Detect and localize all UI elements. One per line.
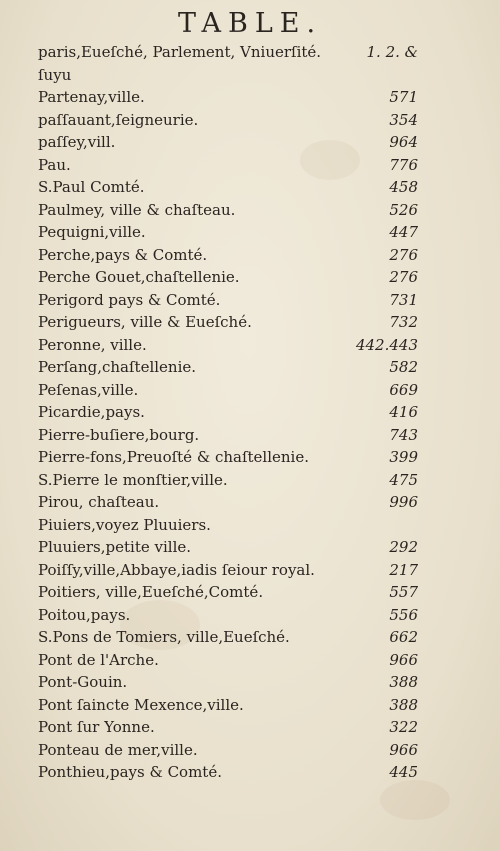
entry-name: Pluuiers,petite ville. bbox=[38, 538, 192, 556]
index-entry bbox=[38, 649, 418, 672]
entry-name: Pont ſaincte Mexence,ville. bbox=[38, 695, 244, 714]
entry-name: S.Pierre le monſtier,ville. bbox=[38, 470, 228, 489]
entry-name: Poiſſy,ville,Abbaye,iadis ſeiour royal. bbox=[38, 560, 315, 579]
entry-page-number: 732 bbox=[389, 313, 418, 331]
entry-name: Poitiers, ville,Eueſché,Comté. bbox=[38, 583, 264, 601]
entry-page-number: 416 bbox=[389, 403, 418, 421]
index-entry bbox=[38, 694, 418, 717]
entry-name: Pierre-buſiere,bourg. bbox=[38, 425, 200, 444]
index-entry bbox=[38, 424, 418, 447]
entry-name: Ponthieu,pays & Comté. bbox=[38, 763, 222, 781]
index-entry bbox=[38, 514, 418, 537]
index-entry bbox=[38, 671, 418, 694]
entry-name: Poitou,pays. bbox=[38, 605, 131, 624]
index-entry bbox=[38, 401, 418, 424]
entry-page-number: 458 bbox=[389, 178, 418, 196]
entry-name: Perſang,chaſtellenie. bbox=[38, 358, 197, 376]
entry-page-number: 966 bbox=[389, 740, 418, 759]
entry-name: Perche Gouet,chaſtellenie. bbox=[38, 268, 240, 286]
entry-name: Pirou, chaſteau. bbox=[38, 493, 160, 511]
index-entry bbox=[38, 199, 418, 222]
entry-name: Peſenas,ville. bbox=[38, 380, 139, 399]
entry-name: S.Pons de Tomiers, ville,Eueſché. bbox=[38, 628, 290, 646]
index-entry bbox=[38, 559, 418, 582]
entry-page-number: 571 bbox=[389, 88, 418, 106]
entry-page-number: 556 bbox=[389, 605, 418, 624]
entry-name: S.Paul Comté. bbox=[38, 178, 145, 196]
entry-page-number: 1. 2. & bbox=[366, 43, 418, 61]
index-entry bbox=[38, 356, 418, 379]
entry-page-number: 442.443 bbox=[355, 335, 418, 354]
entry-name: Pont ſur Yonne. bbox=[38, 718, 155, 736]
index-entry bbox=[38, 334, 418, 357]
entry-page-number: 669 bbox=[389, 380, 418, 399]
entry-name: paſſauant,ſeigneurie. bbox=[38, 110, 199, 129]
index-entry bbox=[38, 244, 418, 267]
index-entry bbox=[38, 176, 418, 199]
entry-page-number: 526 bbox=[389, 200, 418, 219]
index-entry bbox=[38, 289, 418, 312]
entry-name: Perigord pays & Comté. bbox=[38, 290, 221, 309]
index-entry bbox=[38, 64, 418, 87]
entry-name: Picardie,pays. bbox=[38, 403, 145, 421]
entry-name: Pau. bbox=[38, 155, 71, 174]
entry-page-number: 964 bbox=[389, 133, 418, 151]
entry-page-number: 399 bbox=[389, 448, 418, 466]
entry-page-number: 662 bbox=[389, 628, 418, 646]
entry-name: Piuiers,voyez Pluuiers. bbox=[38, 515, 211, 534]
index-entry bbox=[38, 626, 418, 649]
index-entry bbox=[38, 41, 418, 64]
index-entry bbox=[38, 469, 418, 492]
index-entry bbox=[38, 491, 418, 514]
entry-name: Perigueurs, ville & Eueſché. bbox=[38, 313, 252, 331]
entry-name: Partenay,ville. bbox=[38, 88, 145, 106]
entry-page-number: 217 bbox=[389, 560, 418, 579]
index-entry bbox=[38, 221, 418, 244]
entry-page-number: 292 bbox=[389, 538, 418, 556]
paper-stain bbox=[380, 780, 450, 820]
entry-name: Pont de l'Arche. bbox=[38, 650, 159, 669]
index-list bbox=[38, 41, 418, 784]
index-entry bbox=[38, 446, 418, 469]
entry-page-number: 445 bbox=[389, 763, 418, 781]
index-entry bbox=[38, 581, 418, 604]
entry-name: Pont-Gouin. bbox=[38, 673, 128, 691]
entry-page-number: 388 bbox=[389, 695, 418, 714]
index-entry bbox=[38, 379, 418, 402]
index-entry bbox=[38, 154, 418, 177]
entry-name: Pequigni,ville. bbox=[38, 223, 146, 241]
index-entry bbox=[38, 536, 418, 559]
entry-name: Pierre-fons,Preuoſté & chaſtellenie. bbox=[38, 448, 309, 466]
index-entry bbox=[38, 761, 418, 784]
entry-page-number: 388 bbox=[389, 673, 418, 691]
index-entry bbox=[38, 716, 418, 739]
entry-name: Ponteau de mer,ville. bbox=[38, 740, 198, 759]
entry-name: Paulmey, ville & chaſteau. bbox=[38, 200, 236, 219]
entry-page-number: 276 bbox=[389, 268, 418, 286]
entry-name: paſſey,vill. bbox=[38, 133, 116, 151]
entry-page-number: 776 bbox=[389, 155, 418, 174]
entry-page-number: 731 bbox=[389, 290, 418, 309]
page-title: TABLE. bbox=[177, 8, 323, 39]
entry-page-number: 447 bbox=[389, 223, 418, 241]
index-entry bbox=[38, 131, 418, 154]
entry-page-number: 743 bbox=[389, 425, 418, 444]
index-entry bbox=[38, 266, 418, 289]
entry-page-number: 322 bbox=[389, 718, 418, 736]
index-entry bbox=[38, 109, 418, 132]
entry-page-number: 966 bbox=[389, 650, 418, 669]
entry-page-number: 557 bbox=[389, 583, 418, 601]
entry-name: paris,Eueſché, Parlement, Vniuerſité. bbox=[38, 43, 322, 61]
entry-page-number: 276 bbox=[389, 245, 418, 264]
entry-page-number: 582 bbox=[389, 358, 418, 376]
index-entry bbox=[38, 86, 418, 109]
index-entry bbox=[38, 311, 418, 334]
entry-page-number: 996 bbox=[389, 493, 418, 511]
entry-page-number: 354 bbox=[389, 110, 418, 129]
entry-name: Perche,pays & Comté. bbox=[38, 245, 208, 264]
index-entry bbox=[38, 739, 418, 762]
entry-page-number: 475 bbox=[389, 470, 418, 489]
entry-name: ſuyu bbox=[38, 65, 72, 84]
index-entry bbox=[38, 604, 418, 627]
entry-name: Peronne, ville. bbox=[38, 335, 147, 354]
